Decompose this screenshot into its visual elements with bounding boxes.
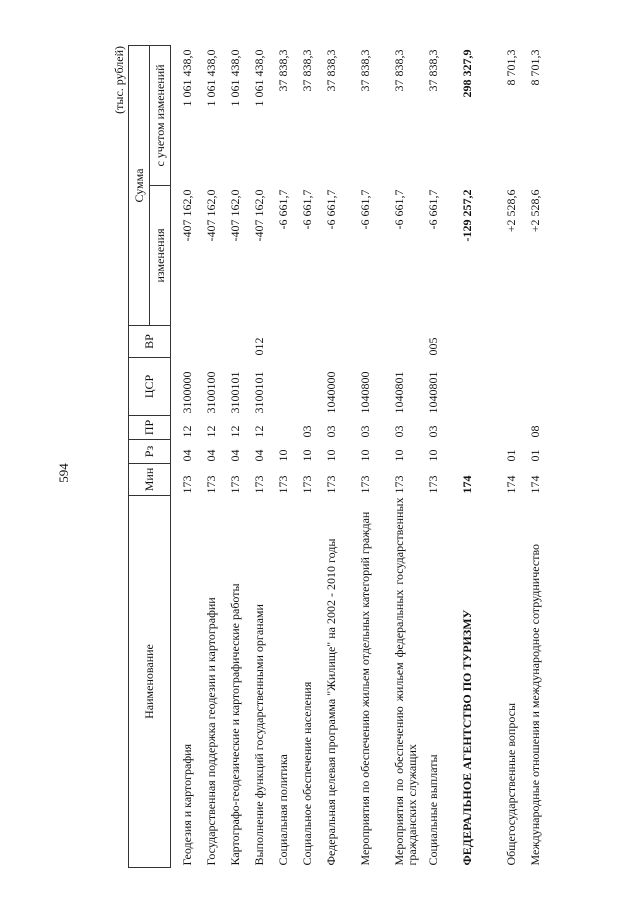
row-change: -6 661,7 (358, 189, 372, 230)
table-row (253, 45, 277, 867)
table-row (505, 45, 529, 867)
row-min: 173 (180, 475, 194, 494)
row-total: 298 327,9 (460, 49, 474, 98)
table-row (301, 45, 325, 867)
row-min: 174 (504, 475, 518, 494)
row-total: 8 701,3 (504, 49, 518, 86)
header-csr: ЦСР (129, 358, 171, 416)
row-change: -6 661,7 (392, 189, 406, 230)
row-name: Выполнение функций государственными органами (252, 604, 266, 866)
budget-table-body (171, 45, 564, 867)
row-change: +2 528,6 (528, 189, 542, 233)
row-vr (505, 326, 529, 358)
row-vr (359, 326, 393, 358)
row-csr: 3100000 (180, 371, 194, 414)
row-vr (277, 326, 301, 358)
row-change: -407 162,0 (180, 189, 194, 242)
page-number: 594 (56, 463, 71, 483)
table-row (229, 45, 253, 867)
row-name: Мероприятия по обеспечению жильем отдельных категорий граждан (358, 511, 372, 866)
table-row (461, 45, 505, 867)
row-pr: 03 (426, 425, 440, 438)
row-rz: 10 (392, 449, 406, 462)
row-vr (301, 326, 325, 358)
row-pr: 03 (300, 425, 314, 438)
row-min: 174 (528, 475, 542, 494)
row-change: -129 257,2 (460, 189, 474, 242)
row-change: -6 661,7 (324, 189, 338, 230)
row-pr: 12 (252, 425, 266, 438)
row-csr: 1040801 (392, 371, 406, 414)
table-row (529, 45, 563, 867)
row-csr: 1040801 (426, 371, 440, 414)
row-name: Картографо-геодезические и картографические работы (228, 583, 242, 866)
header-name: Наименование (129, 496, 171, 868)
row-csr: 1040000 (324, 371, 338, 414)
row-rz: 01 (504, 449, 518, 462)
row-change: -407 162,0 (204, 189, 218, 242)
row-pr: 03 (392, 425, 406, 438)
row-vr: 012 (252, 337, 266, 356)
row-vr (393, 326, 427, 358)
row-csr: 1040800 (358, 371, 372, 414)
row-change: -407 162,0 (228, 189, 242, 242)
row-total: 37 838,3 (276, 49, 290, 92)
row-name: Федеральная целевая программа "Жилище" на 2002 - 2010 годы (324, 538, 338, 866)
budget-table (128, 45, 563, 868)
row-pr (505, 416, 529, 440)
table-row (359, 45, 393, 867)
row-name: ФЕДЕРАЛЬНОЕ АГЕНТСТВО ПО ТУРИЗМУ (460, 609, 474, 866)
row-total: 37 838,3 (358, 49, 372, 92)
row-pr: 12 (180, 425, 194, 438)
row-vr (205, 326, 229, 358)
row-name: Социальные выплаты (426, 754, 440, 866)
header-change: изменения (150, 186, 171, 326)
table-row (325, 45, 359, 867)
row-name: Социальное обеспечение населения (300, 681, 314, 866)
row-pr (461, 416, 505, 440)
row-name: Международные отношения и международное сотрудничество (528, 543, 542, 866)
units-note: (тыс. рублей) (112, 46, 126, 114)
row-min: 173 (276, 475, 290, 494)
row-rz: 04 (180, 449, 194, 462)
row-min: 173 (426, 475, 440, 494)
rotated-budget-table-page (112, 46, 602, 868)
row-rz: 04 (228, 449, 242, 462)
row-total: 1 061 438,0 (204, 49, 218, 107)
row-total: 8 701,3 (528, 49, 542, 86)
row-change: -6 661,7 (426, 189, 440, 230)
row-csr (301, 358, 325, 416)
row-vr (529, 326, 563, 358)
row-rz: 10 (358, 449, 372, 462)
row-min: 173 (204, 475, 218, 494)
table-row (205, 45, 229, 867)
row-rz: 10 (276, 449, 290, 462)
row-rz: 01 (528, 449, 542, 462)
header-with-change: с учетом изменений (150, 45, 171, 185)
table-row (393, 45, 427, 867)
row-csr (505, 358, 529, 416)
header-sum: Сумма (129, 45, 150, 325)
row-csr (529, 358, 563, 416)
row-change: -407 162,0 (252, 189, 266, 242)
row-min: 173 (392, 475, 406, 494)
row-name: Социальная политика (276, 754, 290, 866)
row-change: -6 661,7 (300, 189, 314, 230)
row-pr: 03 (358, 425, 372, 438)
row-total: 37 838,3 (300, 49, 314, 92)
row-change: +2 528,6 (504, 189, 518, 233)
row-pr (277, 416, 301, 440)
table-row (427, 45, 461, 867)
row-name: Государственная поддержка геодезии и картографии (204, 597, 218, 866)
table-row (277, 45, 301, 867)
row-vr (461, 326, 505, 358)
row-name: Общегосударственные вопросы (504, 702, 518, 866)
row-total: 37 838,3 (426, 49, 440, 92)
row-rz: 04 (204, 449, 218, 462)
row-total: 37 838,3 (392, 49, 406, 92)
row-csr: 3100101 (252, 371, 266, 414)
row-vr (181, 326, 205, 358)
row-vr: 005 (426, 337, 440, 356)
row-min: 173 (228, 475, 242, 494)
row-total: 1 061 438,0 (180, 49, 194, 107)
row-total: 1 061 438,0 (228, 49, 242, 107)
row-name: Геодезия и картография (180, 743, 194, 866)
row-min: 173 (300, 475, 314, 494)
row-rz: 04 (252, 449, 266, 462)
row-rz: 10 (426, 449, 440, 462)
row-pr: 12 (228, 425, 242, 438)
row-pr: 03 (324, 425, 338, 438)
row-csr: 3100101 (228, 371, 242, 414)
row-vr (229, 326, 253, 358)
row-csr (277, 358, 301, 416)
row-min: 173 (324, 475, 338, 494)
row-csr: 3100100 (204, 371, 218, 414)
header-min: Мин (129, 464, 171, 496)
row-pr: 08 (528, 425, 542, 438)
row-min: 173 (252, 475, 266, 494)
row-csr (461, 358, 505, 416)
row-rz: 10 (324, 449, 338, 462)
row-name: Мероприятия по обеспечению жильем федеральных государственных гражданских служащих (392, 497, 419, 866)
row-min: 173 (358, 475, 372, 494)
row-rz (461, 440, 505, 464)
row-pr: 12 (204, 425, 218, 438)
header-rz: Рз (129, 440, 171, 464)
row-total: 1 061 438,0 (252, 49, 266, 107)
row-change: -6 661,7 (276, 189, 290, 230)
row-total: 37 838,3 (324, 49, 338, 92)
row-min: 174 (460, 475, 474, 494)
row-vr (325, 326, 359, 358)
header-pr: ПР (129, 416, 171, 440)
row-rz: 10 (300, 449, 314, 462)
table-row (181, 45, 205, 867)
header-vr: ВР (129, 326, 171, 358)
